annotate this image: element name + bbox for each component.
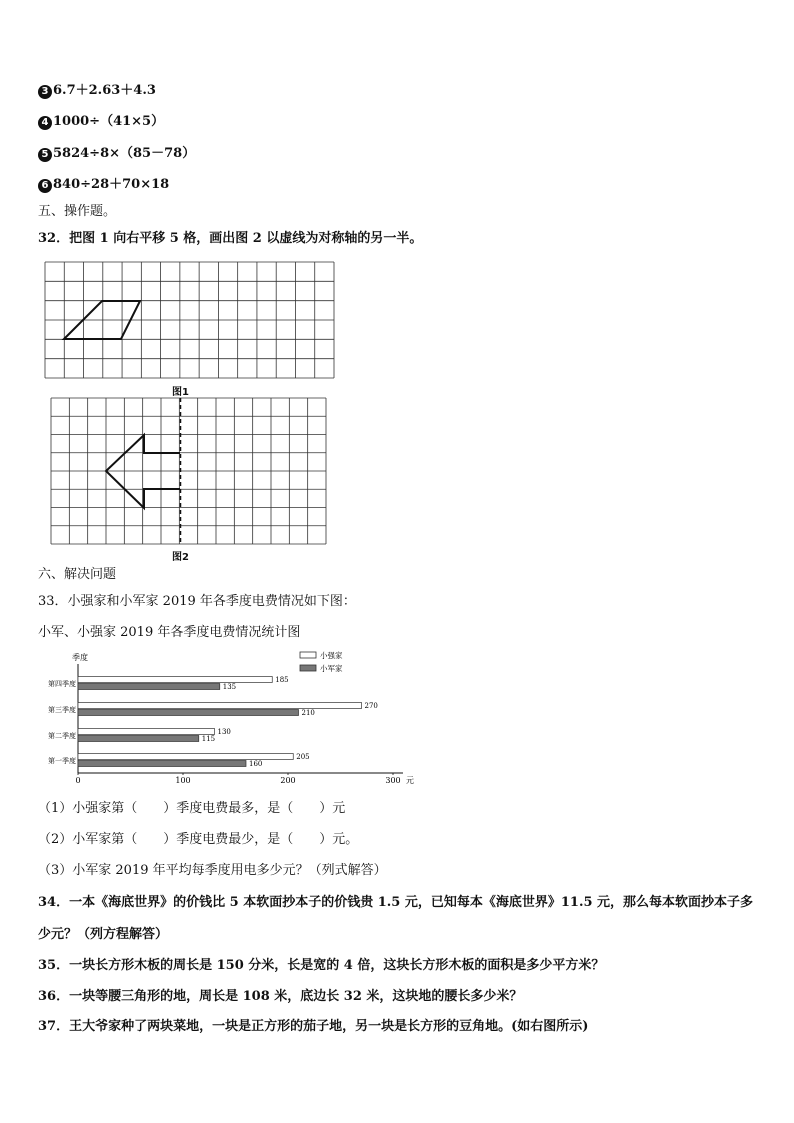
x-tick-label: 100 — [175, 776, 191, 785]
calc-expression: 1000÷（41×5） — [53, 114, 165, 129]
bar-xiaojun — [78, 710, 299, 716]
section-6-heading: 六、解决问题 — [38, 567, 117, 582]
bar-xiaoqiang — [78, 677, 272, 683]
question-33: 33．小强家和小军家 2019 年各季度电费情况如下图： — [38, 594, 356, 609]
legend-swatch-xiaojun — [300, 665, 316, 671]
question-34: 34．一本《海底世界》的价钱比 5 本软面抄本子的价钱贵 1.5 元，已知每本《海底世界》11.5 元，那么每本软面抄本子多少元？（列方程解答） — [38, 895, 754, 942]
bar-xiaojun — [78, 736, 199, 742]
calc-item-4 — [38, 113, 164, 131]
chart-x-axis-label: 元 — [406, 776, 414, 785]
question-33-1: （1）小强家第（ ）季度电费最多，是（ ）元 — [38, 801, 346, 816]
legend-label-xiaojun: 小军家 — [320, 664, 343, 673]
bar-xiaoqiang — [78, 754, 293, 760]
calc-expression: 5824÷8×（85－78） — [53, 146, 196, 161]
bar-xiaojun — [78, 761, 246, 767]
question-37: 37．王大爷家种了两块菜地，一块是正方形的茄子地，另一块是长方形的豆角地。(如右图所示) — [38, 1019, 589, 1034]
bar-value-label: 130 — [217, 728, 231, 736]
x-tick-label: 300 — [385, 776, 401, 785]
chart-y-axis-label: 季度 — [72, 653, 88, 662]
bar-value-label: 115 — [201, 735, 216, 743]
bar-value-label: 205 — [296, 753, 310, 761]
bar-xiaoqiang — [78, 703, 362, 709]
figure-1-grid — [45, 262, 335, 380]
section-5-heading: 五、操作题。 — [38, 204, 117, 219]
bar-value-label: 270 — [364, 702, 378, 710]
calc-item-3 — [38, 82, 156, 100]
question-36: 36．一块等腰三角形的地，周长是 108 米，底边长 32 米，这块地的腰长多少米？ — [38, 989, 523, 1004]
calc-expression: 840÷28＋70×18 — [53, 177, 170, 192]
category-label: 第三季度 — [48, 706, 76, 714]
x-tick-label: 0 — [75, 776, 81, 785]
circled-number: 4 — [38, 116, 52, 130]
circled-number: 6 — [38, 179, 52, 193]
figure-2-caption: 图2 — [172, 552, 189, 563]
figure-2-grid — [51, 398, 327, 545]
bar-xiaojun — [78, 684, 220, 690]
legend-swatch-xiaoqiang — [300, 652, 316, 658]
category-label: 第二季度 — [48, 732, 76, 740]
calc-expression: 6.7＋2.63＋4.3 — [53, 83, 156, 98]
question-33-2: （2）小军家第（ ）季度电费最少，是（ ）元。 — [38, 832, 359, 847]
calc-item-6 — [38, 176, 169, 194]
category-label: 第一季度 — [48, 757, 76, 765]
bar-value-label: 185 — [275, 676, 289, 684]
electricity-bar-chart — [38, 648, 428, 790]
question-33-3: （3）小军家 2019 年平均每季度用电多少元？（列式解答） — [38, 863, 387, 878]
calc-item-5 — [38, 145, 195, 163]
chart-legend — [300, 650, 343, 673]
bar-xiaoqiang — [78, 729, 215, 735]
x-tick-label: 200 — [280, 776, 296, 785]
question-32: 32．把图 1 向右平移 5 格，画出图 2 以虚线为对称轴的另一半。 — [38, 231, 423, 246]
bar-value-label: 210 — [301, 709, 315, 717]
question-35: 35．一块长方形木板的周长是 150 分米，长是宽的 4 倍，这块长方形木板的面积是多少平方米？ — [38, 958, 605, 973]
chart-title: 小军、小强家 2019 年各季度电费情况统计图 — [38, 625, 301, 640]
bar-value-label: 160 — [249, 760, 263, 768]
legend-label-xiaoqiang: 小强家 — [320, 651, 343, 660]
circled-number: 5 — [38, 148, 52, 162]
circled-number: 3 — [38, 85, 52, 99]
category-label: 第四季度 — [48, 680, 76, 688]
bar-value-label: 135 — [222, 683, 237, 691]
figure-1-caption: 图1 — [172, 387, 189, 398]
